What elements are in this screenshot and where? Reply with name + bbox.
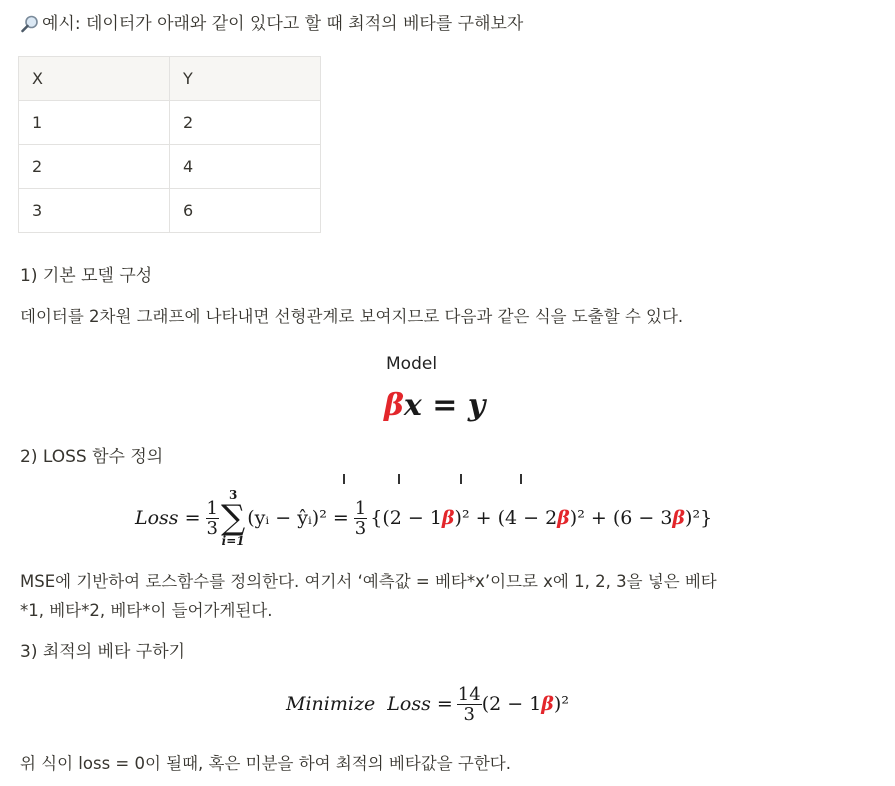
minimize-fraction: $\frac{14}{3}$ [457,683,481,725]
section1-body: 데이터를 2차원 그래프에 나타내면 선형관계로 보여지므로 다음과 같은 식을 도출할 수 있다. [20,307,684,326]
section2-body-line1: MSE에 기반하여 로스함수를 정의한다. 여기서 ‘예측값 = 베타*x’이므로 x에 1, 2, 3을 넣은 베타 [20,572,717,591]
loss-expansion: {(2 − 1β)² + (4 − 2β)² + (6 − 3β)²} [370,507,713,529]
model-label: Model [386,354,438,374]
summation: 3 ∑ i=1 [220,488,246,548]
magnifier-icon [20,14,40,34]
loss-formula [135,482,712,554]
loss-term: (yᵢ − ŷᵢ)² = [247,507,349,529]
beta-symbol: β [384,388,404,423]
table-header-row [19,57,321,101]
section3-title: 3) 최적의 베타 구하기 [20,642,186,662]
table-row [19,189,321,233]
table-cell: 2 [170,101,321,145]
section2-body-line2: *1, 베타*2, 베타*이 들어가게된다. [20,601,273,620]
column-header-y: Y [170,57,321,101]
model-rest: x = y [403,388,486,423]
section1-title: 1) 기본 모델 구성 [20,266,153,286]
model-formula [384,388,485,424]
table-cell: 1 [19,101,170,145]
table-cell: 3 [19,189,170,233]
table-row [19,101,321,145]
header-text: 예시: 데이터가 아래와 같이 있다고 할 때 최적의 베타를 구해보자 [42,14,524,34]
header-line [20,13,523,35]
section2-title: 2) LOSS 함수 정의 [20,447,164,467]
minimize-expression: (2 − 1β)² [481,693,569,715]
section3-body: 위 식이 loss = 0이 될때, 혹은 미분을 하여 최적의 베타값을 구한다. [20,754,511,773]
loss-fraction-2: $\frac{1}{3}$ [354,497,367,539]
minimize-label: Minimize Loss = [286,693,453,715]
table-cell: 4 [170,145,321,189]
table-cell: 2 [19,145,170,189]
table-cell: 6 [170,189,321,233]
loss-lhs: Loss = [135,507,201,529]
column-header-x: X [19,57,170,101]
table-row [19,145,321,189]
data-table [18,56,321,233]
minimize-formula [286,676,569,732]
loss-fraction: $\frac{1}{3}$ [206,497,218,539]
